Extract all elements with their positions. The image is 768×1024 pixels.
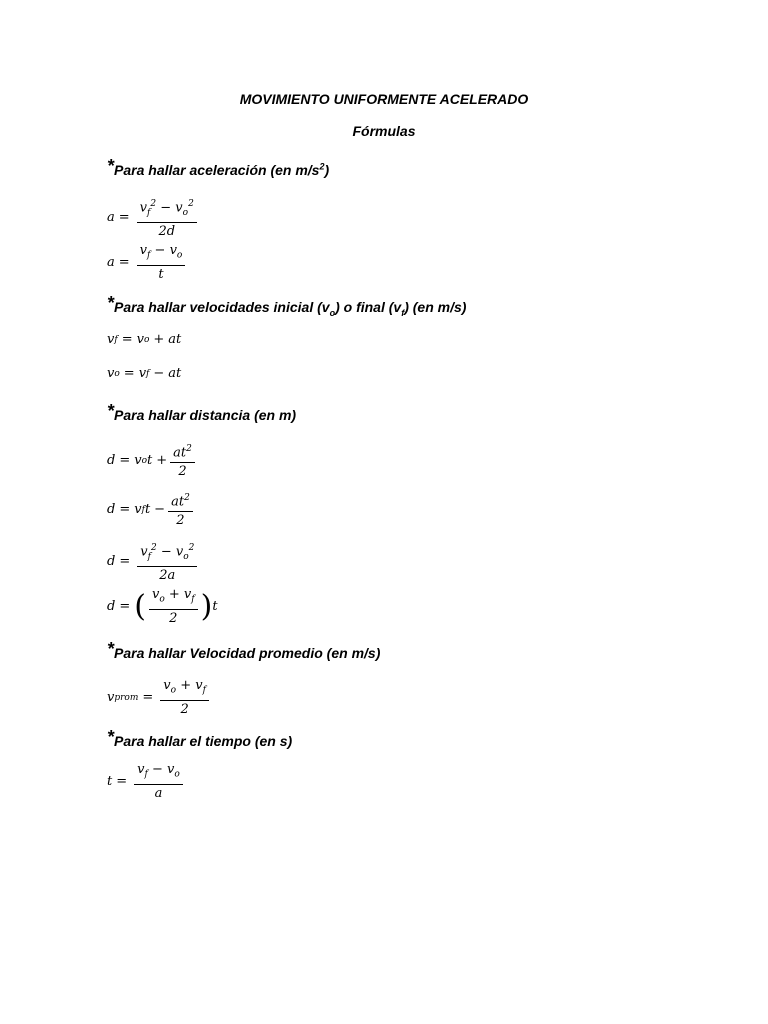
asterisk-bullet: * xyxy=(107,401,115,421)
formula-distance-velocities-squared: d = $\frac{v_f^2 - v_o^2}{2a}$ xyxy=(107,540,200,584)
section-heading-time: *Para hallar el tiempo (en s) xyxy=(107,727,293,749)
formula-acceleration-distance: a = $\frac{v_f^2 - v_o^2}{2d}$ xyxy=(107,196,200,240)
fraction: $\frac{v_f - v_o}{t}$ xyxy=(137,243,186,283)
formula-distance-initial-velocity: d = v o t + $\frac{at^2}{2}$ xyxy=(107,441,198,480)
asterisk-bullet: * xyxy=(107,293,115,313)
asterisk-bullet: * xyxy=(107,639,115,659)
formula-distance-final-velocity: d = v f t − $\frac{at^2}{2}$ xyxy=(107,490,196,529)
fraction: $\frac{v_o + v_f}{2}$ xyxy=(149,587,198,627)
fraction: $\frac{v_f^2 - v_o^2}{2a}$ xyxy=(137,540,197,584)
formula-final-velocity: v f = v o + at xyxy=(107,332,182,347)
asterisk-bullet: * xyxy=(107,727,115,747)
section-heading-distance: *Para hallar distancia (en m) xyxy=(107,401,297,423)
section-heading-average-velocity: *Para hallar Velocidad promedio (en m/s) xyxy=(107,639,381,661)
formula-time: t = $\frac{v_f - v_o}{a}$ xyxy=(107,762,186,802)
fraction: $\frac{v_f^2 - v_o^2}{2d}$ xyxy=(137,196,197,240)
asterisk-bullet: * xyxy=(107,156,115,176)
formula-acceleration-time: a = $\frac{v_f - v_o}{t}$ xyxy=(107,243,188,283)
fraction: $\frac{at^2}{2}$ xyxy=(168,490,193,529)
formula-distance-average-velocity: d = ( $\frac{v_o + v_f}{2}$ ) t xyxy=(107,587,218,626)
fraction: $\frac{at^2}{2}$ xyxy=(170,441,195,480)
formula-average-velocity: v prom = $\frac{v_o + v_f}{2}$ xyxy=(107,678,212,718)
document-title: MOVIMIENTO UNIFORMENTE ACELERADO xyxy=(239,91,529,107)
fraction: $\frac{v_f - v_o}{a}$ xyxy=(134,762,183,802)
document-subtitle: Fórmulas xyxy=(352,123,416,139)
section-heading-velocities: *Para hallar velocidades inicial $(v_o)$ o final $(v_f)$ (en m/s) xyxy=(107,293,467,318)
formula-initial-velocity: v o = v f − at xyxy=(107,366,182,381)
section-heading-acceleration: *Para hallar aceleración (en $m/s^2$) xyxy=(107,156,330,178)
fraction: $\frac{v_o + v_f}{2}$ xyxy=(160,678,209,718)
